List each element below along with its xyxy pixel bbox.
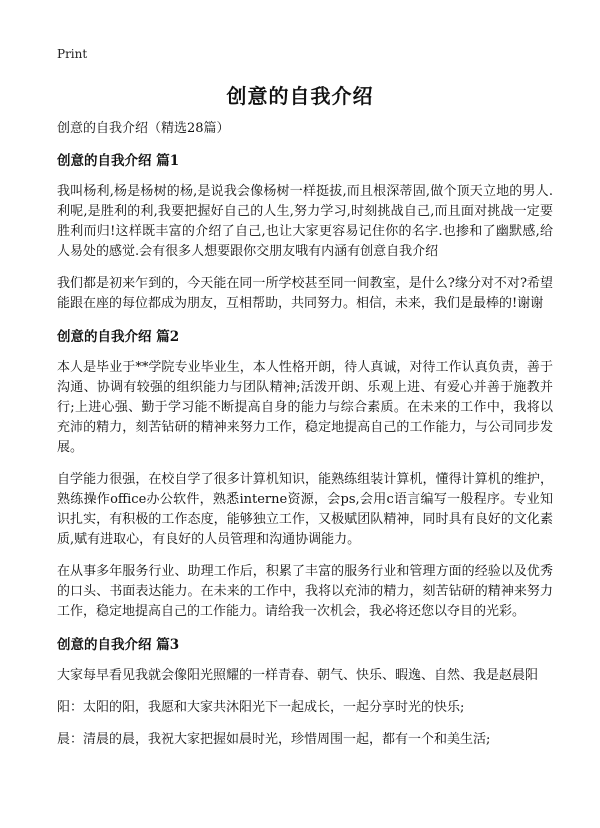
document-body [57, 120, 553, 762]
paragraph: 在从事多年服务行业、助理工作后，积累了丰富的服务行业和管理方面的经验以及优秀的口头、书面表达能力。在未来的工作中，我将以充沛的精力，刻苦钻研的精神来努力工作，稳定地提高自己的工作能力。请给我一次机会，我必将还您以夺目的光彩。 [57, 564, 553, 619]
paragraph: 我叫杨利,杨是杨树的杨,是说我会像杨树一样挺拔,而且根深蒂固,做个顶天立地的男人.利呢,是胜利的利,我要把握好自己的人生,努力学习,时刻挑战自己,而且面对挑战一定要胜利而归!这样既丰富的介绍了自己,也让大家更容易记住你的名字.也掺和了幽默感,给人易处的感觉.会有很多人想要跟你交朋友哦有内涵有创意自我介绍 [57, 184, 553, 259]
section-heading-3: 创意的自我介绍 篇3 [57, 637, 180, 653]
paragraph: 自学能力很强，在校自学了很多计算机知识，能熟练组装计算机，懂得计算机的维护，熟练操作office办公软件，熟悉interne资源，会ps,会用c语言编写一般程序。专业知识扎实，有积极的工作态度，能够独立工作，又极赋团队精神，同时具有良好的文化素质,赋有进取心，有良好的人员管理和沟通协调能力。 [57, 472, 553, 547]
paragraph: 本人是毕业于**学院专业毕业生，本人性格开朗，待人真诚，对待工作认真负责，善于沟通、协调有较强的组织能力与团队精神;活泼开朗、乐观上进、有爱心并善于施教并行;上进心强、勤于学习能不断提高自身的能力与综合素质。在未来的工作中，我将以充沛的精力，刻苦钻研的精神来努力工作，稳定地提高自己的工作能力，与公司同步发展。 [57, 360, 553, 455]
section-heading-2: 创意的自我介绍 篇2 [57, 329, 180, 345]
document-subtitle: 创意的自我介绍（精选28篇） [57, 121, 230, 136]
print-link[interactable]: Print [57, 47, 88, 61]
page-title: 创意的自我介绍 [226, 84, 374, 108]
section-heading-1: 创意的自我介绍 篇1 [57, 153, 180, 169]
paragraph: 阳：太阳的阳，我愿和大家共沐阳光下一起成长，一起分享时光的快乐; [57, 700, 465, 715]
paragraph: 我们都是初来乍到的，今天能在同一所学校甚至同一间教室，是什么?缘分对不对?希望能跟在座的每位都成为朋友，互相帮助，共同努力。相信，未来，我们是最棒的!谢谢 [57, 276, 553, 311]
paragraph: 晨：清晨的晨，我祝大家把握如晨时光，珍惜周围一起，都有一个和美生活; [57, 732, 491, 747]
paragraph: 大家每早看见我就会像阳光照耀的一样青春、朝气、快乐、暇逸、自然、我是赵晨阳 [57, 668, 539, 683]
